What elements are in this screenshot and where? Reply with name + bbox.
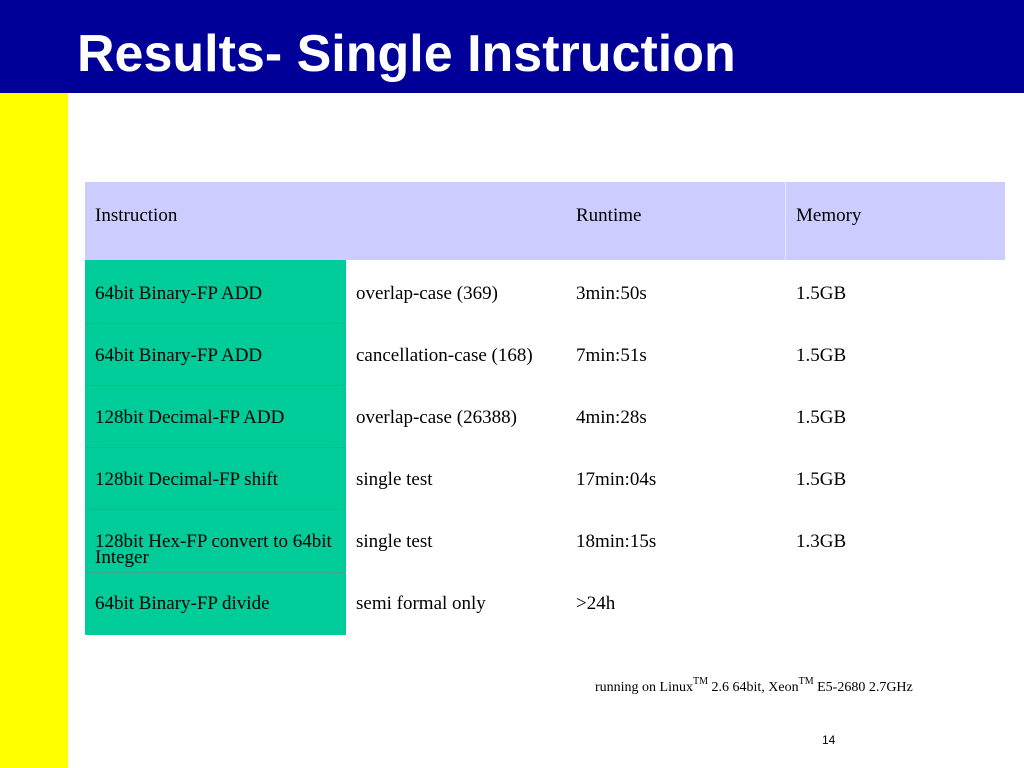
table-row-4-runtime: 17min:04s	[576, 469, 657, 490]
slide-title: Results- Single Instruction	[77, 25, 736, 83]
trademark-superscript: TM	[798, 676, 814, 687]
table-row-1-runtime: 3min:50s	[576, 283, 647, 304]
row-divider	[85, 572, 346, 573]
table-row-6-case: semi formal only	[356, 593, 486, 614]
table-row-2-case: cancellation-case (168)	[356, 345, 533, 366]
header-runtime: Runtime	[576, 205, 642, 226]
footnote-prefix: running on Linux	[595, 680, 693, 695]
table-row-5-case: single test	[356, 531, 433, 552]
table-row-2-memory: 1.5GB	[796, 345, 847, 366]
table-row-3-instruction: 128bit Decimal-FP ADD	[95, 407, 285, 428]
table-row-3-memory: 1.5GB	[796, 407, 847, 428]
table-row-5-memory: 1.3GB	[796, 531, 847, 552]
table-row-4-instruction: 128bit Decimal-FP shift	[95, 469, 278, 490]
table-row-5-runtime: 18min:15s	[576, 531, 657, 552]
trademark-superscript: TM	[693, 676, 708, 687]
table-row-1-memory: 1.5GB	[796, 283, 847, 304]
footnote-suffix: E5-2680 2.7GHz	[813, 680, 913, 695]
table-header-row	[85, 182, 1005, 260]
system-footnote	[595, 676, 913, 696]
table-row-6-runtime: >24h	[576, 593, 616, 614]
table-row-4-case: single test	[356, 469, 433, 490]
table-row-1-instruction: 64bit Binary-FP ADD	[95, 283, 263, 304]
row-divider	[85, 447, 346, 448]
row-divider	[85, 509, 346, 510]
footnote-middle: 2.6 64bit, Xeon	[708, 680, 799, 695]
header-divider	[785, 182, 786, 260]
header-instruction: Instruction	[95, 205, 178, 226]
title-bar	[0, 0, 1024, 93]
header-memory: Memory	[796, 205, 862, 226]
table-row-1-case: overlap-case (369)	[356, 283, 498, 304]
row-divider	[85, 323, 346, 324]
left-accent-stripe	[0, 93, 68, 768]
table-row-3-runtime: 4min:28s	[576, 407, 647, 428]
table-row-3-case: overlap-case (26388)	[356, 407, 517, 428]
row-divider	[85, 385, 346, 386]
results-table	[85, 182, 1005, 635]
table-row-5-instruction: 128bit Hex-FP convert to 64bit Integer	[95, 531, 332, 568]
table-row-6-instruction: 64bit Binary-FP divide	[95, 593, 270, 614]
table-row-2-instruction: 64bit Binary-FP ADD	[95, 345, 263, 366]
page-number: 14	[822, 733, 836, 747]
table-row-2-runtime: 7min:51s	[576, 345, 647, 366]
table-row-4-memory: 1.5GB	[796, 469, 847, 490]
